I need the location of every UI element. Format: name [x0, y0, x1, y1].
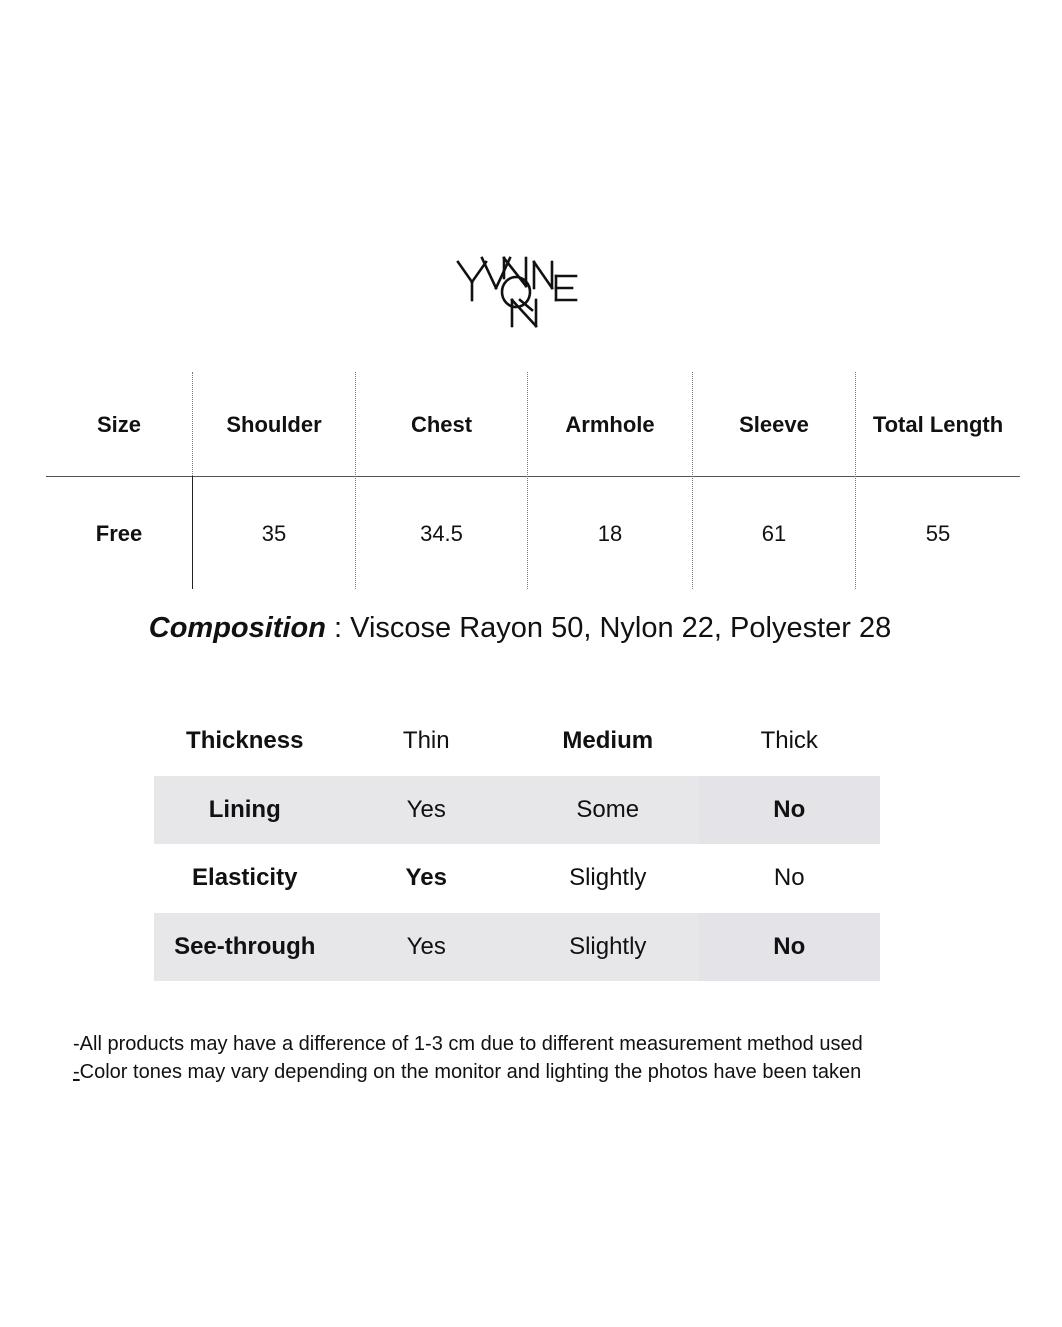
fabric-option: Slightly: [569, 932, 647, 960]
fabric-attribute: See-through: [174, 932, 316, 960]
fabric-option: No: [699, 913, 881, 982]
shoulder-header: Shoulder: [226, 411, 322, 437]
fabric-row-thickness: [154, 707, 880, 776]
fabric-option: No: [699, 776, 881, 845]
armhole-header: Armhole: [565, 411, 655, 437]
fabric-option: Some: [576, 795, 640, 823]
note-color-text: Color tones may vary depending on the monitor and lighting the photos have been taken: [79, 1061, 862, 1083]
fabric-attribute: Elasticity: [192, 864, 298, 892]
fabric-option: No: [773, 864, 805, 892]
column-divider: [192, 372, 193, 476]
fabric-option: Yes: [405, 864, 447, 892]
size-table: [46, 372, 1020, 589]
fabric-table: [154, 707, 880, 981]
composition-line: [0, 612, 1040, 645]
note-dash: -: [73, 1061, 80, 1083]
fabric-row-elasticity: [154, 844, 880, 913]
fabric-attribute: Lining: [208, 795, 281, 823]
sleeve-header: Sleeve: [739, 411, 809, 437]
total-length-value: 55: [925, 521, 951, 546]
fabric-attribute: Thickness: [186, 727, 304, 755]
disclaimer-notes: [73, 1030, 863, 1086]
fabric-option: Slightly: [569, 864, 647, 892]
composition-separator: :: [325, 612, 351, 644]
size-header: Size: [96, 411, 142, 437]
composition-value: Viscose Rayon 50, Nylon 22, Polyester 28: [350, 612, 892, 644]
fabric-option: Thin: [402, 727, 450, 755]
sleeve-value: 61: [761, 521, 787, 546]
fabric-row-lining: [154, 776, 880, 845]
fabric-option: Medium: [562, 727, 654, 755]
fabric-option: Yes: [406, 932, 446, 960]
note-measurement: -All products may have a difference of 1-3 cm due to different measurement method used: [73, 1033, 863, 1055]
yvonne-monogram-logo-icon: [452, 248, 582, 330]
chest-header: Chest: [410, 411, 473, 437]
note-color: [73, 1058, 863, 1086]
fabric-option: Thick: [760, 727, 818, 755]
chest-value: 34.5: [420, 521, 463, 546]
shoulder-value: 35: [261, 521, 287, 546]
fabric-option: Yes: [406, 795, 446, 823]
brand-logo: [452, 248, 582, 330]
armhole-value: 18: [597, 521, 623, 546]
size-value: Free: [95, 521, 143, 546]
fabric-row-see-through: [154, 913, 880, 982]
composition-label: Composition: [148, 612, 326, 644]
total-length-header: Total Length: [872, 411, 1004, 437]
